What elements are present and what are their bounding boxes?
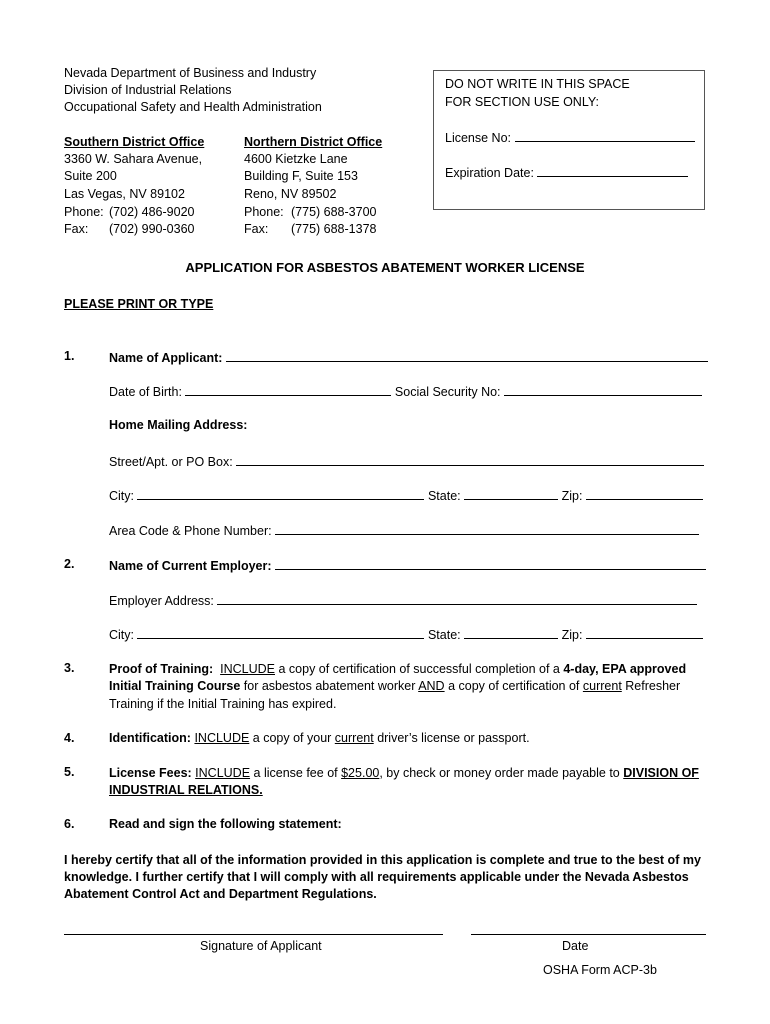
identification-current: current <box>334 731 374 745</box>
employer-label: Name of Current Employer: <box>109 559 272 573</box>
training-line-2 <box>109 678 680 696</box>
identification-include: INCLUDE <box>194 731 250 745</box>
northern-phone-label: Phone: <box>244 205 284 219</box>
state-field[interactable] <box>464 487 558 500</box>
training-current: current <box>582 679 622 693</box>
northern-address-2: Building F, Suite 153 <box>244 169 358 183</box>
employer-state-label: State: <box>427 628 461 642</box>
street-field[interactable] <box>236 453 704 466</box>
fees-amount: $25.00 <box>341 766 380 780</box>
section-6-number: 6. <box>64 817 75 831</box>
northern-address-3: Reno, NV 89502 <box>244 187 337 201</box>
employer-address-row <box>109 592 697 608</box>
identification-row <box>109 731 530 745</box>
license-no-field <box>515 129 695 142</box>
identification-text-1: a copy of your <box>252 731 332 745</box>
training-text-3: a copy of certification of <box>448 679 580 693</box>
southern-phone: (702) 486-9020 <box>109 205 195 219</box>
northern-address-1: 4600 Kietzke Lane <box>244 152 348 166</box>
license-no-row <box>445 129 695 145</box>
northern-fax: (775) 688-1378 <box>291 222 377 236</box>
employer-city-row <box>109 626 703 642</box>
training-heading: Proof of Training: <box>109 662 214 676</box>
statement-heading: Read and sign the following statement: <box>109 817 342 831</box>
phone-field[interactable] <box>275 522 699 535</box>
section-4-number: 4. <box>64 731 75 745</box>
southern-address-1: 3360 W. Sahara Avenue, <box>64 152 203 166</box>
employer-row <box>109 557 706 573</box>
dob-field[interactable] <box>185 383 391 396</box>
southern-phone-label: Phone: <box>64 205 104 219</box>
identification-text-2: driver’s license or passport. <box>377 731 530 745</box>
certification-line-2: knowledge. I further certify that I will comply with all requirements applicable under the Nevada Asbestos <box>64 870 689 884</box>
ssn-label: Social Security No: <box>394 385 501 399</box>
training-bold-1: 4-day, EPA approved <box>563 662 687 676</box>
expiration-date-row <box>445 164 688 180</box>
ssn-field[interactable] <box>504 383 702 396</box>
northern-office-title: Northern District Office <box>244 135 383 149</box>
state-label: State: <box>427 489 461 503</box>
employer-city-label: City: <box>109 628 134 642</box>
employer-city-field[interactable] <box>137 626 424 639</box>
date-label: Date <box>562 939 589 953</box>
street-row <box>109 453 704 469</box>
form-title: APPLICATION FOR ASBESTOS ABATEMENT WORKER LICENSE <box>185 260 585 275</box>
zip-field[interactable] <box>586 487 703 500</box>
employer-field[interactable] <box>275 557 706 570</box>
street-label: Street/Apt. or PO Box: <box>109 455 233 469</box>
agency-line-2: Division of Industrial Relations <box>64 83 232 97</box>
license-no-label: License No: <box>445 131 512 145</box>
fees-text-1: a license fee of <box>253 766 338 780</box>
certification-line-1: I hereby certify that all of the information provided in this application is complete and true to the best of my <box>64 853 701 867</box>
dob-ssn-row <box>109 383 702 399</box>
phone-row <box>109 522 699 538</box>
certification-line-3: Abatement Control Act and Department Regulations. <box>64 887 377 901</box>
southern-fax-label: Fax: <box>64 222 89 236</box>
city-field[interactable] <box>137 487 424 500</box>
print-instruction: PLEASE PRINT OR TYPE <box>64 297 214 311</box>
northern-fax-label: Fax: <box>244 222 269 236</box>
applicant-name-label: Name of Applicant: <box>109 351 223 365</box>
training-text-2: for asbestos abatement worker <box>243 679 416 693</box>
dob-label: Date of Birth: <box>109 385 182 399</box>
training-text-4: Refresher <box>625 679 681 693</box>
expiration-date-label: Expiration Date: <box>445 166 534 180</box>
agency-line-3: Occupational Safety and Health Administration <box>64 100 322 114</box>
training-and: AND <box>418 679 445 693</box>
office-use-box <box>433 70 705 210</box>
training-text-1: a copy of certification of successful completion of a <box>278 662 560 676</box>
date-line[interactable] <box>471 934 706 935</box>
section-5-number: 5. <box>64 765 75 779</box>
fees-payee-1: DIVISION OF <box>623 766 699 780</box>
home-city-row <box>109 487 703 503</box>
southern-office-title: Southern District Office <box>64 135 205 149</box>
southern-address-3: Las Vegas, NV 89102 <box>64 187 185 201</box>
zip-label: Zip: <box>561 489 583 503</box>
training-line-1 <box>109 661 686 679</box>
office-use-line-1: DO NOT WRITE IN THIS SPACE <box>445 77 630 91</box>
office-use-line-2: FOR SECTION USE ONLY: <box>445 95 599 109</box>
signature-label: Signature of Applicant <box>200 939 322 953</box>
employer-address-field[interactable] <box>217 592 697 605</box>
training-text-5: Training if the Initial Training has expired. <box>109 697 337 711</box>
expiration-date-field <box>537 164 688 177</box>
northern-phone: (775) 688-3700 <box>291 205 377 219</box>
southern-address-2: Suite 200 <box>64 169 117 183</box>
fees-include: INCLUDE <box>195 766 251 780</box>
employer-zip-label: Zip: <box>561 628 583 642</box>
fees-payee-2: INDUSTRIAL RELATIONS. <box>109 783 263 797</box>
section-2-number: 2. <box>64 557 75 571</box>
employer-state-field[interactable] <box>464 626 558 639</box>
section-1-number: 1. <box>64 349 75 363</box>
fees-heading: License Fees: <box>109 766 192 780</box>
training-bold-2: Initial Training Course <box>109 679 241 693</box>
fees-text-2: , by check or money order made payable to <box>379 766 620 780</box>
southern-fax: (702) 990-0360 <box>109 222 195 236</box>
employer-zip-field[interactable] <box>586 626 703 639</box>
signature-line[interactable] <box>64 934 443 935</box>
section-3-number: 3. <box>64 661 75 675</box>
applicant-name-row <box>109 349 708 365</box>
agency-line-1: Nevada Department of Business and Industry <box>64 66 317 80</box>
form-id: OSHA Form ACP-3b <box>543 963 657 977</box>
employer-address-label: Employer Address: <box>109 594 214 608</box>
applicant-name-field[interactable] <box>226 349 708 362</box>
home-address-label: Home Mailing Address: <box>109 418 248 432</box>
phone-label: Area Code & Phone Number: <box>109 524 272 538</box>
training-include: INCLUDE <box>220 662 275 676</box>
identification-heading: Identification: <box>109 731 191 745</box>
fees-line-1 <box>109 765 699 783</box>
city-label: City: <box>109 489 134 503</box>
